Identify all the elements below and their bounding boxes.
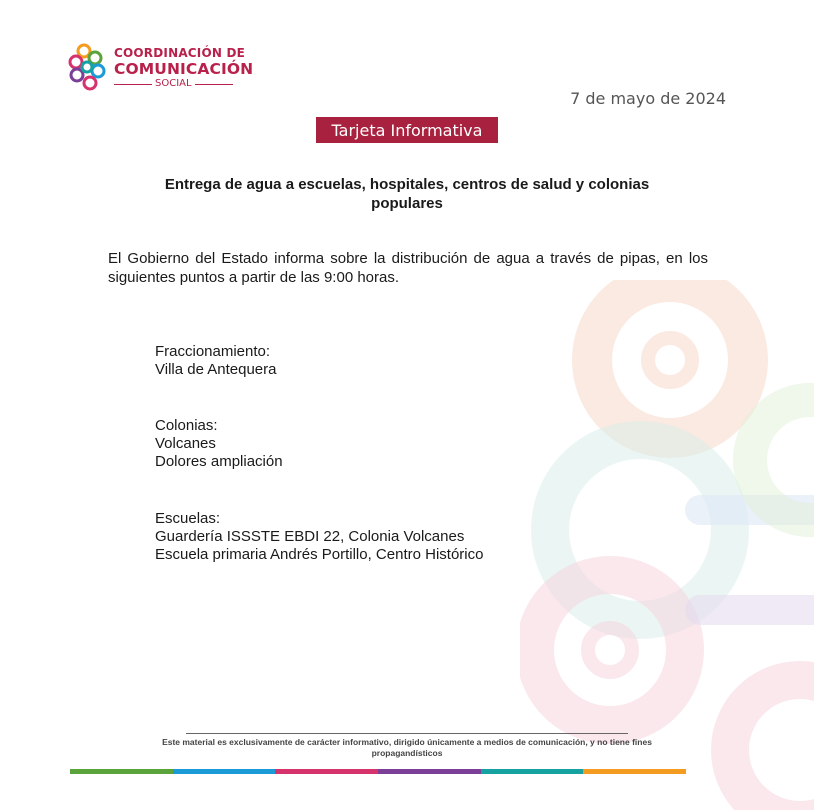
section-escuelas xyxy=(155,510,483,564)
headline-line-1: Entrega de agua a escuelas, hospitales, centros de salud y colonias xyxy=(164,176,650,193)
list-item: Escuela primaria Andrés Portillo, Centro Histórico xyxy=(155,546,484,563)
color-bar-segment xyxy=(481,769,584,774)
color-bar-segment xyxy=(70,769,173,774)
section-title: Fraccionamiento: xyxy=(155,343,271,360)
color-bar-segment xyxy=(275,769,378,774)
intro-paragraph: El Gobierno del Estado informa sobre la distribución de agua a través de pipas, en los siguientes puntos a partir de las 9:00 horas. xyxy=(108,250,708,286)
disclaimer-line-2: propagandísticos xyxy=(371,748,443,758)
section-title: Escuelas: xyxy=(155,510,221,527)
logo-wordmark xyxy=(114,46,253,90)
logo-line-1: COORDINACIÓN DE xyxy=(114,46,246,60)
list-item: Volcanes xyxy=(155,435,216,452)
section-fraccionamiento xyxy=(155,343,277,379)
disclaimer-line-1: Este material es exclusivamente de carácter informativo, dirigido únicamente a medios de comunicación, y no tiene fines xyxy=(162,737,652,747)
list-item: Villa de Antequera xyxy=(155,361,277,378)
section-colonias xyxy=(155,417,283,471)
color-bar-segment xyxy=(173,769,276,774)
headline xyxy=(120,175,694,213)
color-bar-segment xyxy=(583,769,686,774)
logo-line-2: COMUNICACIÓN xyxy=(114,60,254,78)
list-item: Dolores ampliación xyxy=(155,453,283,470)
footer-disclaimer xyxy=(108,737,706,759)
section-title: Colonias: xyxy=(155,417,218,434)
footer-divider xyxy=(186,733,628,734)
footer-color-bar xyxy=(70,769,686,774)
color-bar-segment xyxy=(378,769,481,774)
list-item: Guardería ISSSTE EBDI 22, Colonia Volcanes xyxy=(155,528,465,545)
logo-rule-left xyxy=(114,84,152,85)
headline-line-2: populares xyxy=(371,195,443,212)
logo xyxy=(68,42,254,94)
logo-emblem-icon xyxy=(68,42,110,94)
logo-line-3 xyxy=(114,78,253,90)
logo-rule-right xyxy=(195,84,233,85)
tarjeta-informativa-badge: Tarjeta Informativa xyxy=(316,117,498,143)
logo-line-3-text: SOCIAL xyxy=(155,78,192,89)
document-date: 7 de mayo de 2024 xyxy=(570,89,726,108)
